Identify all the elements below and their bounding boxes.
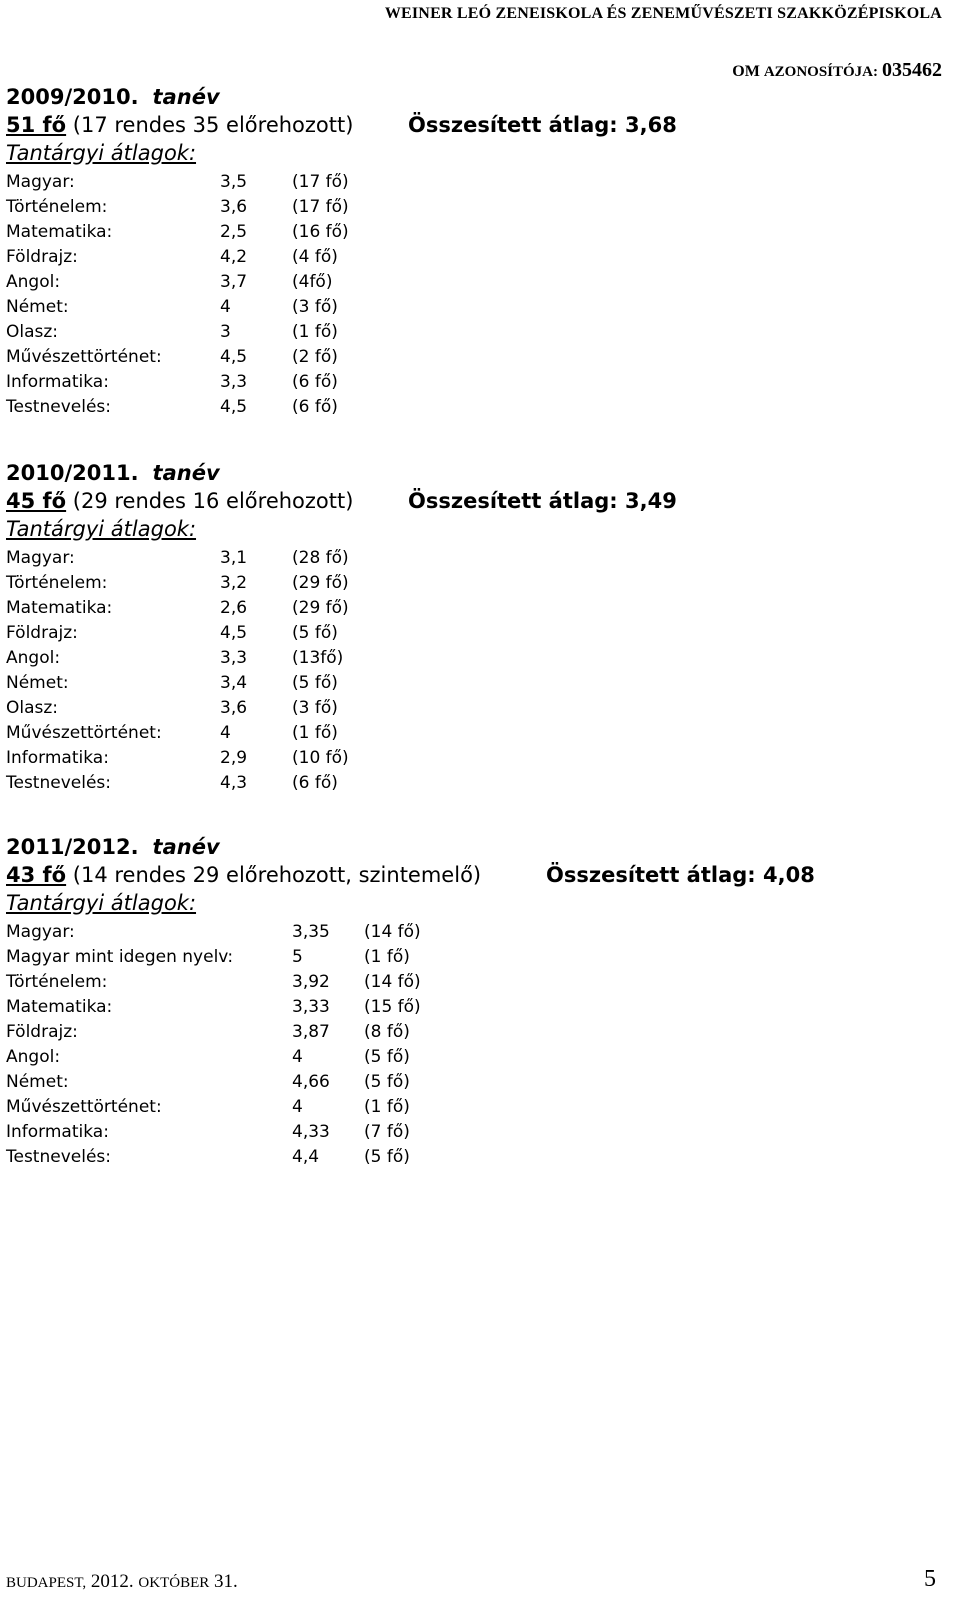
subject-count: (16 fő) xyxy=(292,222,349,242)
subject-average: 3,5 xyxy=(220,172,248,192)
subject-count: (5 fő) xyxy=(364,1072,410,1092)
subject-count: (13fő) xyxy=(292,648,344,668)
subject-count: (17 fő) xyxy=(292,197,349,217)
table-row xyxy=(6,1045,481,1070)
subject-name: Német: xyxy=(6,1072,69,1092)
overall-average: Összesített átlag: 3,68 xyxy=(408,113,677,137)
subject-name: Magyar: xyxy=(6,172,75,192)
subject-count: (4fő) xyxy=(292,272,333,292)
subject-name: Német: xyxy=(6,673,69,693)
subject-name: Művészettörténet: xyxy=(6,723,162,743)
subject-count: (5 fő) xyxy=(364,1147,410,1167)
tanev-label: tanév xyxy=(152,85,220,109)
subject-average: 3,1 xyxy=(220,548,248,568)
subject-name: Informatika: xyxy=(6,748,109,768)
subject-table xyxy=(6,170,353,420)
subject-count: (14 fő) xyxy=(364,972,421,992)
subject-count: (1 fő) xyxy=(292,723,338,743)
subject-name: Német: xyxy=(6,297,69,317)
table-row xyxy=(6,1020,481,1045)
table-row xyxy=(6,671,353,696)
subject-count: (6 fő) xyxy=(292,773,338,793)
table-row xyxy=(6,320,353,345)
student-count-line xyxy=(6,486,677,516)
footer-date xyxy=(6,1571,238,1593)
subject-count: (10 fő) xyxy=(292,748,349,768)
table-row xyxy=(6,295,353,320)
table-row xyxy=(6,245,353,270)
subject-name: Művészettörténet: xyxy=(6,347,162,367)
tanev-label: tanév xyxy=(152,461,220,485)
subject-table xyxy=(6,920,481,1170)
subject-average: 4,5 xyxy=(220,623,248,643)
subject-average: 3,4 xyxy=(220,673,248,693)
subject-average: 4,33 xyxy=(292,1122,330,1142)
student-count-detail: (17 rendes 35 előrehozott) xyxy=(72,113,354,137)
subject-count: (14 fő) xyxy=(364,922,421,942)
footer-year: 2012. xyxy=(90,1571,134,1592)
subject-name: Informatika: xyxy=(6,1122,109,1142)
table-row xyxy=(6,195,353,220)
subject-count: (4 fő) xyxy=(292,247,338,267)
subject-average: 3,3 xyxy=(220,648,248,668)
subject-count: (5 fő) xyxy=(292,623,338,643)
subject-name: Magyar mint idegen nyelv: xyxy=(6,947,234,967)
subject-name: Matematika: xyxy=(6,598,113,618)
subject-average: 3,87 xyxy=(292,1022,330,1042)
table-row xyxy=(6,596,353,621)
subject-average: 3 xyxy=(220,322,231,342)
subject-name: Művészettörténet: xyxy=(6,1097,162,1117)
om-prefix: OM xyxy=(732,63,760,80)
subject-average: 4 xyxy=(292,1047,303,1067)
subject-average: 4 xyxy=(292,1097,303,1117)
subject-count: (28 fő) xyxy=(292,548,349,568)
table-row xyxy=(6,370,353,395)
subject-averages-heading: Tantárgyi átlagok: xyxy=(6,517,197,541)
subject-average: 2,5 xyxy=(220,222,248,242)
subject-count: (3 fő) xyxy=(292,698,338,718)
year-label: 2010/2011. xyxy=(6,461,139,485)
subject-average: 3,6 xyxy=(220,197,248,217)
subject-name: Testnevelés: xyxy=(6,1147,111,1167)
subject-average: 4,66 xyxy=(292,1072,330,1092)
subject-averages-heading: Tantárgyi átlagok: xyxy=(6,141,197,165)
subject-count: (15 fő) xyxy=(364,997,421,1017)
table-row xyxy=(6,696,353,721)
subject-average: 4,5 xyxy=(220,397,248,417)
section-year xyxy=(6,460,353,486)
subject-average: 4 xyxy=(220,297,231,317)
subject-name: Matematika: xyxy=(6,997,113,1017)
subject-average: 2,9 xyxy=(220,748,248,768)
subject-name: Földrajz: xyxy=(6,247,78,267)
subject-count: (5 fő) xyxy=(364,1047,410,1067)
table-row xyxy=(6,1070,481,1095)
subject-name: Testnevelés: xyxy=(6,397,111,417)
subject-average: 4,2 xyxy=(220,247,248,267)
subject-count: (6 fő) xyxy=(292,397,338,417)
subject-count: (1 fő) xyxy=(364,947,410,967)
section-2009-2010 xyxy=(6,84,677,420)
table-row xyxy=(6,621,353,646)
table-row xyxy=(6,170,353,195)
subject-name: Történelem: xyxy=(6,197,108,217)
subject-count: (17 fő) xyxy=(292,172,349,192)
table-row xyxy=(6,995,481,1020)
table-row xyxy=(6,220,353,245)
table-row xyxy=(6,746,353,771)
table-row xyxy=(6,1095,481,1120)
table-row xyxy=(6,270,353,295)
section-year xyxy=(6,84,353,110)
table-row xyxy=(6,546,353,571)
table-row xyxy=(6,721,353,746)
subject-name: Földrajz: xyxy=(6,1022,78,1042)
table-row xyxy=(6,345,353,370)
subject-name: Földrajz: xyxy=(6,623,78,643)
table-row xyxy=(6,920,481,945)
section-2011-2012 xyxy=(6,834,815,1170)
subject-name: Angol: xyxy=(6,272,61,292)
subject-name: Angol: xyxy=(6,648,61,668)
subject-average: 2,6 xyxy=(220,598,248,618)
student-count-line xyxy=(6,860,815,890)
subject-count: (6 fő) xyxy=(292,372,338,392)
table-row xyxy=(6,970,481,995)
subject-count: (29 fő) xyxy=(292,573,349,593)
overall-average: Összesített átlag: 3,49 xyxy=(408,489,677,513)
subject-name: Testnevelés: xyxy=(6,773,111,793)
table-row xyxy=(6,571,353,596)
footer-month: OKTÓBER xyxy=(138,1575,210,1591)
table-row xyxy=(6,945,481,970)
subject-average: 3,35 xyxy=(292,922,330,942)
subject-averages-heading: Tantárgyi átlagok: xyxy=(6,891,197,915)
subject-count: (7 fő) xyxy=(364,1122,410,1142)
overall-average: Összesített átlag: 4,08 xyxy=(546,863,815,887)
table-row xyxy=(6,1145,481,1170)
subject-average: 4,3 xyxy=(220,773,248,793)
subject-average: 4,5 xyxy=(220,347,248,367)
subject-name: Történelem: xyxy=(6,573,108,593)
subject-count: (5 fő) xyxy=(292,673,338,693)
subject-name: Magyar: xyxy=(6,548,75,568)
subject-average: 5 xyxy=(292,947,303,967)
subject-average: 3,2 xyxy=(220,573,248,593)
tanev-label: tanév xyxy=(152,835,220,859)
subject-average: 4 xyxy=(220,723,231,743)
section-2010-2011 xyxy=(6,460,677,796)
subject-average: 4,4 xyxy=(292,1147,320,1167)
section-year xyxy=(6,834,481,860)
student-count: 43 fő xyxy=(6,863,67,887)
om-number: 035462 xyxy=(882,59,942,81)
table-row xyxy=(6,771,353,796)
student-count: 51 fő xyxy=(6,113,67,137)
subject-table xyxy=(6,546,353,796)
table-row xyxy=(6,395,353,420)
student-count: 45 fő xyxy=(6,489,67,513)
subject-count: (2 fő) xyxy=(292,347,338,367)
student-count-line xyxy=(6,110,677,140)
page-number: 5 xyxy=(924,1566,936,1592)
subject-name: Olasz: xyxy=(6,322,59,342)
subject-average: 3,7 xyxy=(220,272,248,292)
student-count-detail: (29 rendes 16 előrehozott) xyxy=(72,489,354,513)
subject-name: Informatika: xyxy=(6,372,109,392)
subject-name: Olasz: xyxy=(6,698,59,718)
school-name: WEINER LEÓ ZENEISKOLA ÉS ZENEMŰVÉSZETI SZAKKÖZÉPISKOLA xyxy=(384,5,942,22)
subject-name: Matematika: xyxy=(6,222,113,242)
subject-name: Magyar: xyxy=(6,922,75,942)
subject-count: (29 fő) xyxy=(292,598,349,618)
footer-day: 31. xyxy=(214,1571,238,1592)
subject-count: (1 fő) xyxy=(364,1097,410,1117)
subject-count: (8 fő) xyxy=(364,1022,410,1042)
subject-name: Történelem: xyxy=(6,972,108,992)
subject-count: (3 fő) xyxy=(292,297,338,317)
table-row xyxy=(6,646,353,671)
footer-city: BUDAPEST, xyxy=(6,1575,87,1591)
subject-average: 3,6 xyxy=(220,698,248,718)
student-count-detail: (14 rendes 29 előrehozott, szintemelő) xyxy=(72,863,482,887)
subject-average: 3,33 xyxy=(292,997,330,1017)
om-identifier xyxy=(732,59,942,82)
subject-average: 3,92 xyxy=(292,972,330,992)
subject-count: (1 fő) xyxy=(292,322,338,342)
subject-name: Angol: xyxy=(6,1047,61,1067)
subject-average: 3,3 xyxy=(220,372,248,392)
year-label: 2011/2012. xyxy=(6,835,139,859)
table-row xyxy=(6,1120,481,1145)
om-label: AZONOSÍTÓJA: xyxy=(763,64,878,80)
year-label: 2009/2010. xyxy=(6,85,139,109)
